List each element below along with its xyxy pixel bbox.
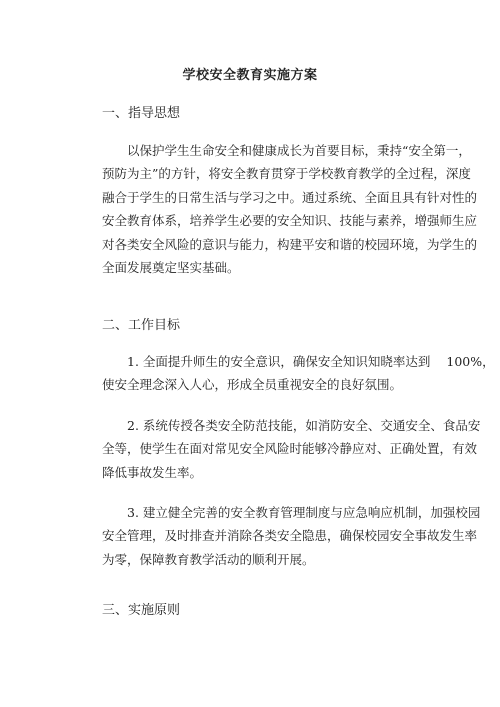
paragraph-line: 全面发展奠定坚实基础。 [102, 260, 240, 276]
goal-1-percent: 100%， [446, 354, 495, 369]
paragraph-line: 2. 系统传授各类安全防范技能，如消防安全、交通安全、食品安 [127, 418, 481, 433]
paragraph-line: 降低事故发生率。 [102, 464, 203, 480]
paragraph-line: 安全管理，及时排查并消除各类安全隐患，确保校园安全事故发生率 [102, 528, 478, 544]
paragraph-line [102, 350, 495, 373]
document-title: 学校安全教育实施方案 [182, 68, 318, 83]
paragraph-line: 使安全理念深入人心，形成全员重视安全的良好氛围。 [102, 377, 403, 393]
section-heading-guiding-ideology: 一、指导思想 [102, 106, 181, 121]
goal-1-text: 1. 全面提升师生的安全意识，确保安全知识知晓率达到 [127, 354, 431, 369]
paragraph-line: 安全教育体系，培养学生必要的安全知识、技能与素养，增强师生应 [102, 213, 478, 229]
paragraph-line: 为零，保障教育教学活动的顺利开展。 [102, 551, 315, 567]
paragraph-line: 对各类安全风险的意识与能力，构建平安和谐的校园环境，为学生的 [102, 236, 478, 252]
goal-item-3 [102, 501, 481, 571]
paragraph-line: 3. 建立健全完善的安全教育管理制度与应急响应机制，加强校园 [127, 505, 481, 520]
section-heading-principles: 三、实施原则 [102, 603, 181, 618]
goal-item-1 [102, 350, 495, 397]
paragraph-line: 以保护学生生命安全和健康成长为首要目标，秉持“安全第一， [127, 143, 471, 158]
paragraph-guiding-ideology [102, 139, 478, 279]
paragraph-line: 全等，使学生在面对常见安全风险时能够冷静应对、正确处置，有效 [102, 441, 478, 457]
goal-item-2 [102, 414, 481, 484]
paragraph-line: 融合于学生的日常生活与学习之中。通过系统、全面且具有针对性的 [102, 189, 478, 205]
section-heading-work-goals: 二、工作目标 [102, 318, 181, 333]
paragraph-line: 预防为主”的方针，将安全教育贯穿于学校教育教学的全过程，深度 [102, 166, 471, 182]
